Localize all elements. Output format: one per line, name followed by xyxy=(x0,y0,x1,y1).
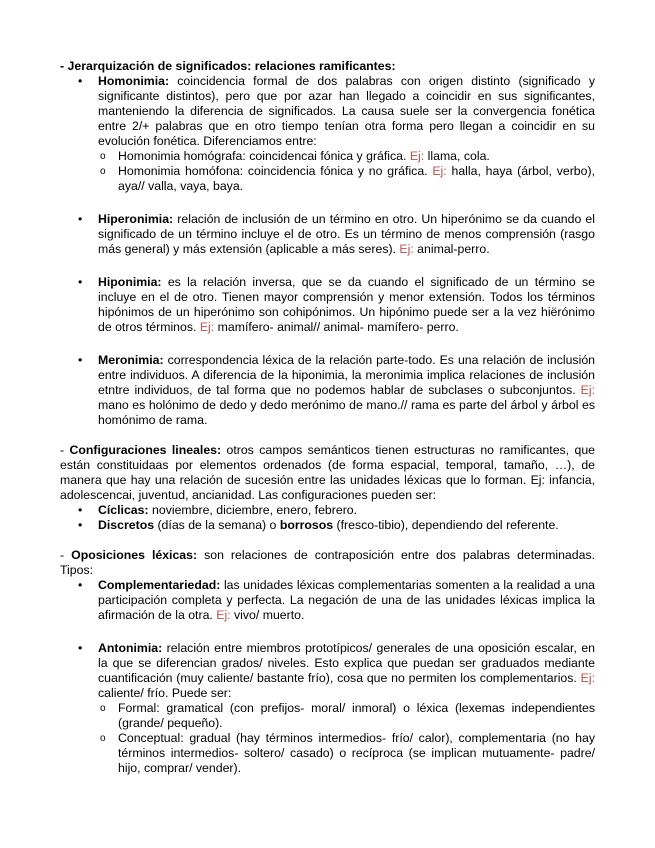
section3-list xyxy=(60,578,595,776)
sublist-item: o Formal: gramatical (con prefijos- moral/ inmoral) o léxica (lexemas independientes (grande/ pequeño). xyxy=(100,701,595,730)
bullet-icon: • xyxy=(78,641,83,655)
circle-bullet-icon: o xyxy=(100,703,106,714)
antonimia-sublist xyxy=(98,701,595,776)
list-item-meronimia: • Meronimia: correspondencia léxica de la relación parte-todo. Es una relación de inclusión entre individuos. A diferencia de la hiponimia, la meronimia implica relaciones de inclusión etntre individuos, de tal forma que no podemos hablar de subclases o subconjuntos. Ej: mano es holónimo de dedo y dedo merónimo de mano.// rama es parte del árbol y árbol es homónimo de rama. xyxy=(78,353,595,427)
bullet-icon: • xyxy=(78,578,83,592)
bullet-icon: • xyxy=(78,503,83,517)
list-item-hiperonimia: • Hiperonimia: relación de inclusión de un término en otro. Un hiperónimo se da cuando el significado de un término incluye el de otro. Es un término de menos comprensión (rasgo más general) y más extensión (aplicable a más seres). Ej: animal-perro. xyxy=(78,212,595,256)
list-item-antonimia: • Antonimia: relación entre miembros prototípicos/ generales de una oposición escalar, en la que se diferencian grados/ niveles. Esto explica que puedan ser graduados mediante cuantificación (muy caliente/ bastante frío), cosa que no permiten los complementarios. Ej: caliente/ frío. Puede ser: o Formal: gramatical (con prefijos- moral/ inmoral) o léxica (lexemas independientes (grande/ pequeño). o Conceptual: gradual (hay términos intermedios- frío/ calor), complementaria (no hay términos intermedios- soltero/ casado) o recíproca (se implican mutuamente- padre/ hijo, comprar/ vender). xyxy=(78,641,595,775)
circle-bullet-icon: o xyxy=(100,166,106,177)
section3-paragraph: - Oposiciones léxicas: son relaciones de contraposición entre dos palabras determinadas. Tipos: xyxy=(60,548,596,577)
document-page xyxy=(60,59,595,776)
circle-bullet-icon: o xyxy=(100,151,106,162)
sublist-item: o Homonimia homógrafa: coincidencai fónica y gráfica. Ej: llama, cola. xyxy=(100,149,490,163)
sublist-item: o Conceptual: gradual (hay términos intermedios- frío/ calor), complementaria (no hay términos intermedios- soltero/ casado) o recíproca (se implican mutuamente- padre/ hijo, comprar/ vender). xyxy=(100,731,595,775)
circle-bullet-icon: o xyxy=(100,733,106,744)
list-item-discretos: • Discretos (días de la semana) o borrosos (fresco-tibio), dependiendo del referente. xyxy=(78,518,559,532)
section2-list xyxy=(60,503,595,533)
section1-list xyxy=(60,74,595,428)
bullet-icon: • xyxy=(78,353,83,367)
section2-paragraph: - Configuraciones lineales: otros campos semánticos tienen estructuras no ramificantes, que están constituidaas por elementos ordenados (de forma espacial, temporal, tamaño, …), de manera que hay una relación de sucesión entre las unidades léxicas que lo forman. Ej: infancia, adolescencai, juventud, ancianidad. Las configuraciones pueden ser: xyxy=(60,443,595,502)
section1-heading: - Jerarquización de significados: relaciones ramificantes: xyxy=(60,59,396,73)
sublist-item: o Homonimia homófona: coincidencia fónica y no gráfica. Ej: halla, haya (árbol, verbo), aya// valla, vaya, baya. xyxy=(100,164,596,193)
list-item-complementariedad: • Complementariedad: las unidades léxicas complementarias somenten a la realidad a una participación completa y perfecta. La negación de una de las unidades léxicas implica la afirmación de la otra. Ej: vivo/ muerto. xyxy=(78,578,595,622)
list-item-ciclicas: • Cíclicas: noviembre, diciembre, enero, febrero. xyxy=(78,503,358,517)
homonimia-sublist xyxy=(98,149,595,194)
bullet-icon: • xyxy=(78,518,83,532)
list-item-homonimia: • Homonimia: coincidencia formal de dos palabras con origen distinto (significado y significante distintos), pero que por azar han llegado a coincidir en sus significantes, manteniendo la diferencia de significados. La causa suele ser la convergencia fonética entre 2/+ palabras que en otro tiempo tenían otra forma pero llegan a coincidir en su evolución fonética. Diferenciamos entre: o Homonimia homógrafa: coincidencai fónica y gráfica. Ej: llama, cola. o Homonimia homófona: coincidencia fónica y no gráfica. Ej: halla, haya (árbol, verbo), aya// valla, vaya, baya. xyxy=(78,74,596,193)
bullet-icon: • xyxy=(78,74,83,88)
list-item-hiponimia: • Hiponimia: es la relación inversa, que se da cuando el significado de un término se incluye en el de otro. Tienen mayor comprensión y menor extensión. Todos los términos hipónimos de un hiperónimo son cohipónimos. Un hipónimo puede ser a la vez hiërónimo de otros términos. Ej: mamífero- animal// animal- mamífero- perro. xyxy=(78,275,595,334)
bullet-icon: • xyxy=(78,212,83,226)
bullet-icon: • xyxy=(78,275,83,289)
